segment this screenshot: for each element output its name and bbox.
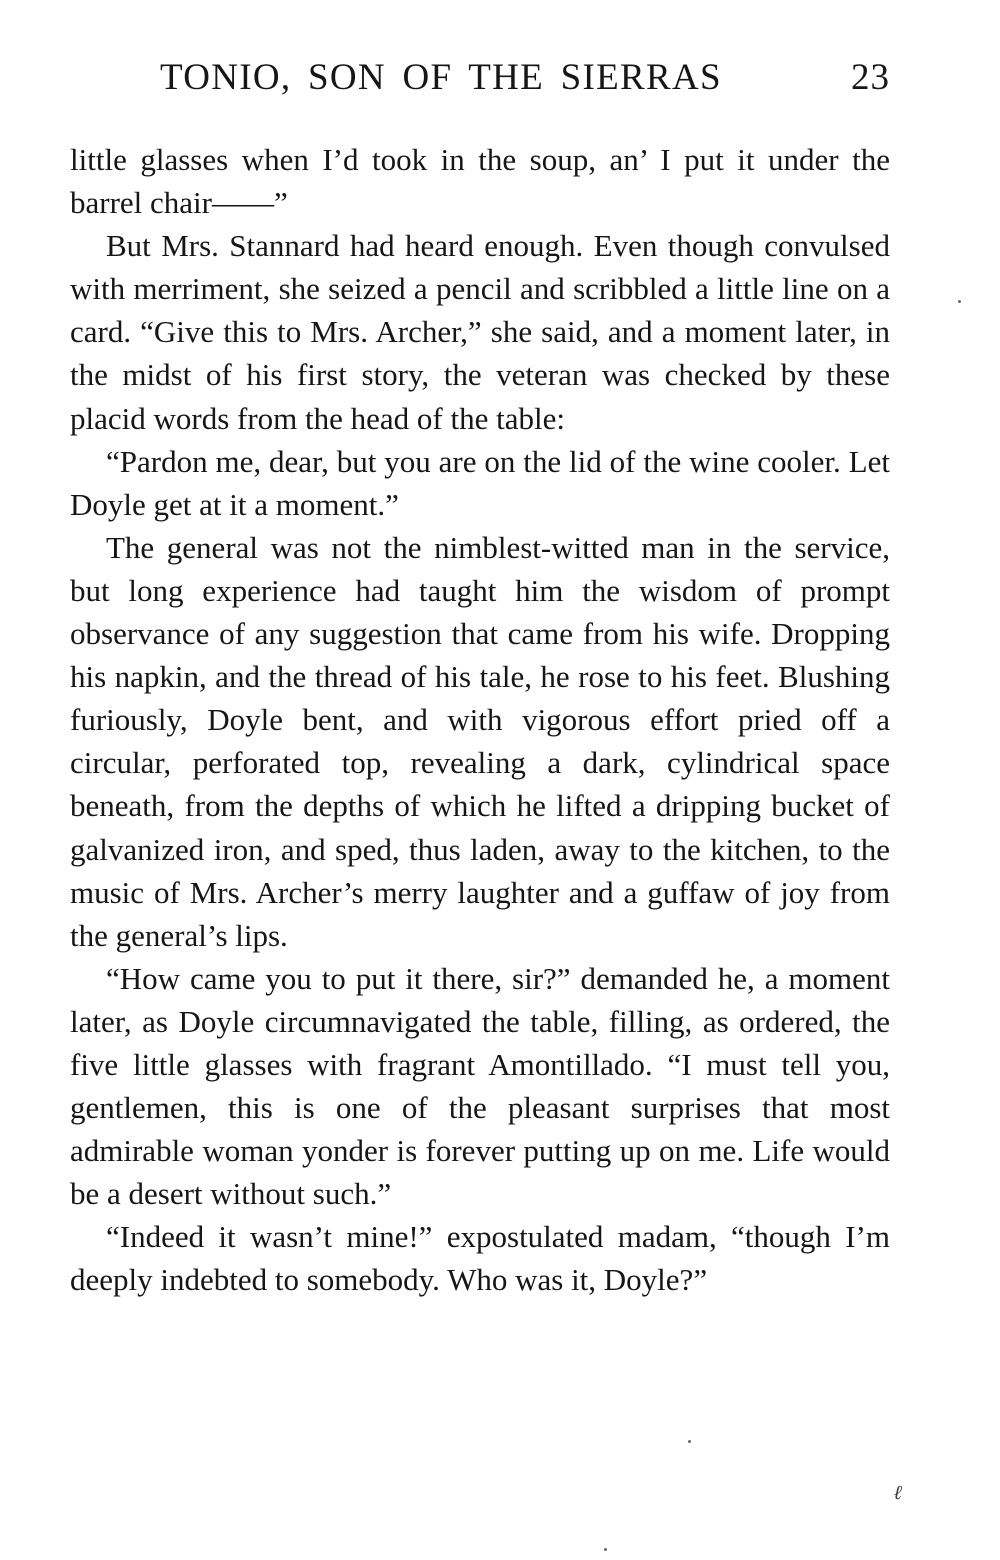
paragraph: “Pardon me, dear, but you are on the lid of the wine cooler. Let Doyle get at it a moment.”: [70, 443, 890, 522]
page-number: 23: [851, 57, 890, 98]
paragraph: The general was not the nimblest-witted man in the service, but long experience had taught him the wisdom of prompt observance of any suggestion that came from his wife. Dropping his napkin, and the thread of his tale, he rose to his feet. Blushing furiously, Doyle bent, and with vigorous effort pried off a circular, perforated top, revealing a dark, cylindrical space beneath, from the depths of which he lifted a dripping bucket of galvanized iron, and sped, thus laden, away to the kitchen, to the music of Mrs. Archer’s merry laughter and a guffaw of joy from the general’s lips.: [70, 529, 890, 953]
paragraph-continued: little glasses when I’d took in the soup, an’ I put it under the barrel chair——”: [70, 142, 890, 221]
running-title: TONIO, SON OF THE SIERRAS: [160, 57, 722, 98]
ink-speck: [604, 1548, 607, 1551]
paragraph: “Indeed it wasn’t mine!” expostulated madam, “though I’m deeply indebted to somebody. Who was it, Doyle?”: [70, 1219, 890, 1298]
paragraph: But Mrs. Stannard had heard enough. Even though convulsed with merriment, she seized a pencil and scribbled a little line on a card. “Give this to Mrs. Archer,” she said, and a moment later, in the midst of his first story, the veteran was checked by these placid words from the head of the table:: [70, 228, 890, 436]
paragraph: “How came you to put it there, sir?” demanded he, a moment later, as Doyle circumnavigated the table, filling, as ordered, the five little glasses with fragrant Amontillado. “I must tell you, gentlemen, this is one of the pleasant surprises that most admirable woman yonder is forever putting up on me. Life would be a desert without such.”: [70, 960, 890, 1212]
running-header: [70, 56, 890, 102]
stray-ink-mark: ℓ: [890, 1482, 906, 1504]
ink-speck: [958, 300, 961, 303]
ink-speck: [688, 1440, 691, 1443]
body-text: [70, 138, 890, 1302]
